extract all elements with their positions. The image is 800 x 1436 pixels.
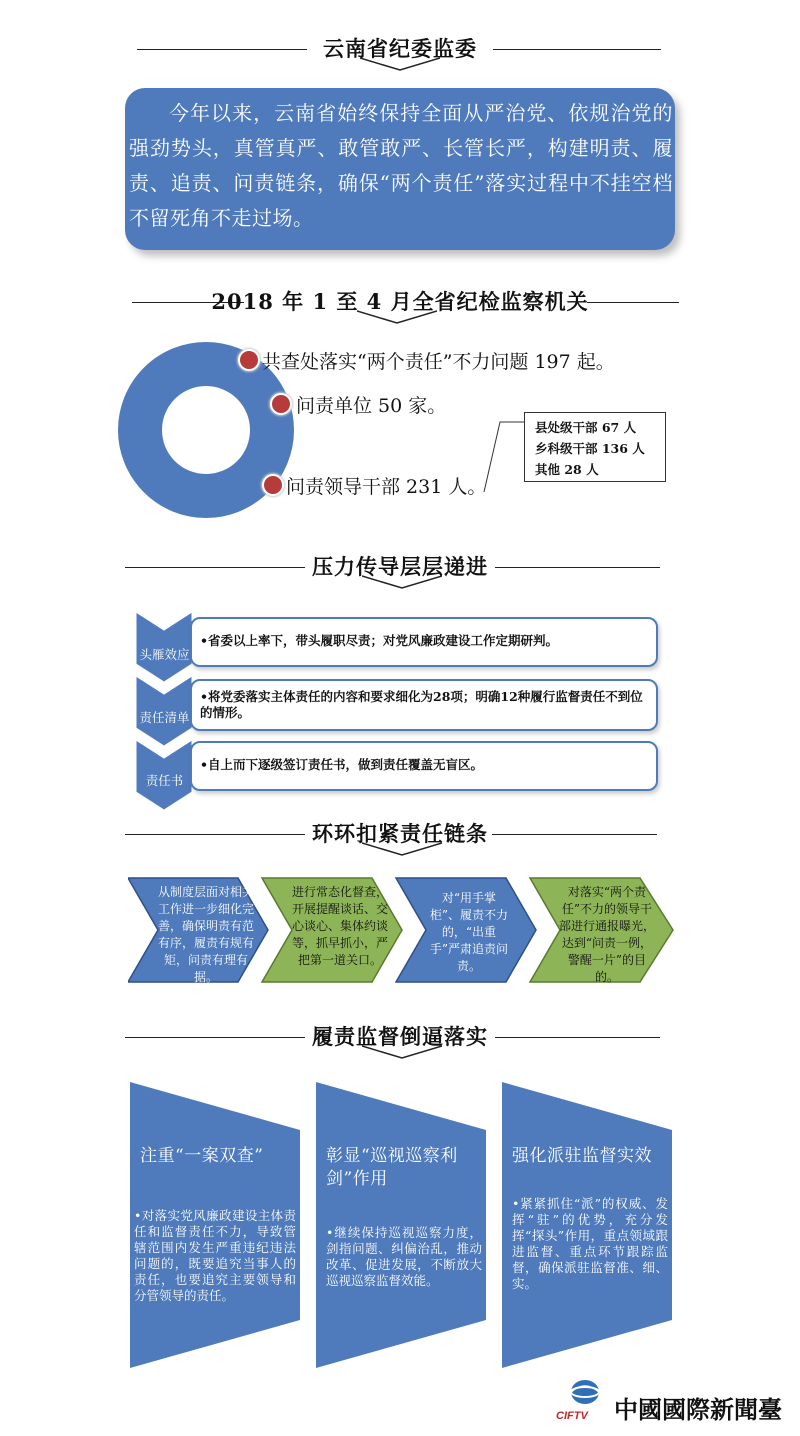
pressure-label: 责任清单: [139, 710, 190, 725]
chain-item: 对落实“两个责任”不力的领导干部进行通报曝光，达到“问责一例，警醒一片”的目的。: [558, 885, 655, 984]
footer-brand: 中國國際新聞臺: [614, 1396, 782, 1424]
stat-leaders: 问责领导干部 231 人。: [286, 476, 487, 498]
panel-title: 彰显“巡视巡察利剑”作用: [326, 1146, 458, 1189]
pressure-text: •将党委落实主体责任的内容和要求细化为28项；明确12种履行监督责任不到位的情形。: [200, 689, 643, 720]
chevron-down-icon: [360, 56, 440, 72]
pressure-item: [190, 741, 658, 791]
footer-logo-text: CIFTV: [556, 1410, 588, 1422]
panel-body: •对落实党风廉政建设主体责任和监督责任不力，导致管辖范围内发生严重违纪违法问题的，既要追究当事人的责任，也要追究主要领导和分管领导的责任。: [134, 1208, 296, 1303]
intro-text: 今年以来，云南省始终保持全面从严治党、依规治党的强劲势头，真管真严、敢管敢严、长管长严，构建明责、履责、追责、问责链条，确保“两个责任”落实过程中不挂空档不留死角不走过场。: [129, 101, 673, 230]
stat-problems: 共查处落实“两个责任”不力问题 197 起。: [262, 351, 615, 373]
connector-line: [480, 418, 526, 498]
panel-body: •紧紧抓住“派”的权威、发挥“驻”的优势，充分发挥“探头”作用，重点领域跟进监督、重点环节跟踪监督，确保派驻监督准、细、实。: [512, 1196, 668, 1291]
chevron-down-icon: [362, 574, 442, 590]
pressure-item: [190, 679, 658, 731]
section-title: 环环扣紧责任链条: [312, 821, 488, 846]
breakdown-item: 县处级干部 67 人: [535, 420, 637, 435]
panel-title: 注重“一案双查”: [140, 1146, 264, 1166]
breakdown-item: 其他 28 人: [535, 462, 599, 477]
chevron-down-icon: [357, 309, 437, 325]
bullet-dot: [270, 393, 292, 415]
leader-breakdown-box: [524, 412, 666, 482]
chevron-down-icon: [362, 1044, 442, 1060]
chain-item: 对“用手掌柜”、履责不力的，“出重手”严肃追责问责。: [429, 891, 509, 973]
panel-title: 强化派驻监督实效: [512, 1146, 652, 1166]
chain-item: 从制度层面对相关工作进一步细化完善，确保明责有范有序，履责有规有矩，问责有理有据。: [157, 885, 254, 984]
pressure-item: [190, 617, 658, 667]
section-title: 2018 年 1 至 4 月全省纪检监察机关: [211, 289, 589, 314]
section-title: 云南省纪委监委: [323, 36, 477, 61]
bullet-dot: [238, 349, 260, 371]
stat-units: 问责单位 50 家。: [296, 395, 447, 417]
pressure-label: 头雁效应: [139, 647, 190, 662]
panel-body: •继续保持巡视巡察力度，剑指问题、纠偏治乱，推动改革、促进发展，不断放大巡视巡察监督效能。: [326, 1225, 482, 1288]
section-title: 履责监督倒逼落实: [312, 1024, 488, 1049]
chain-item: 进行常态化督查，开展提醒谈话、交心谈心、集体约谈等，抓早抓小，严把第一道关口。: [291, 885, 388, 967]
section-header-2: [0, 283, 800, 323]
section-title: 压力传导层层递进: [312, 554, 488, 579]
bullet-dot: [262, 474, 284, 496]
breakdown-item: 乡科级干部 136 人: [535, 441, 645, 456]
section-header-5: [0, 1018, 800, 1058]
pressure-label: 责任书: [145, 773, 184, 788]
section-header-1: [0, 30, 800, 70]
section-header-4: [0, 815, 800, 855]
section-header-3: [0, 548, 800, 588]
pressure-text: •省委以上率下，带头履职尽责；对党风廉政建设工作定期研判。: [200, 633, 558, 648]
chevron-down-icon: [362, 841, 442, 857]
intro-box: [125, 88, 675, 250]
pressure-text: •自上而下逐级签订责任书，做到责任覆盖无盲区。: [200, 757, 483, 772]
